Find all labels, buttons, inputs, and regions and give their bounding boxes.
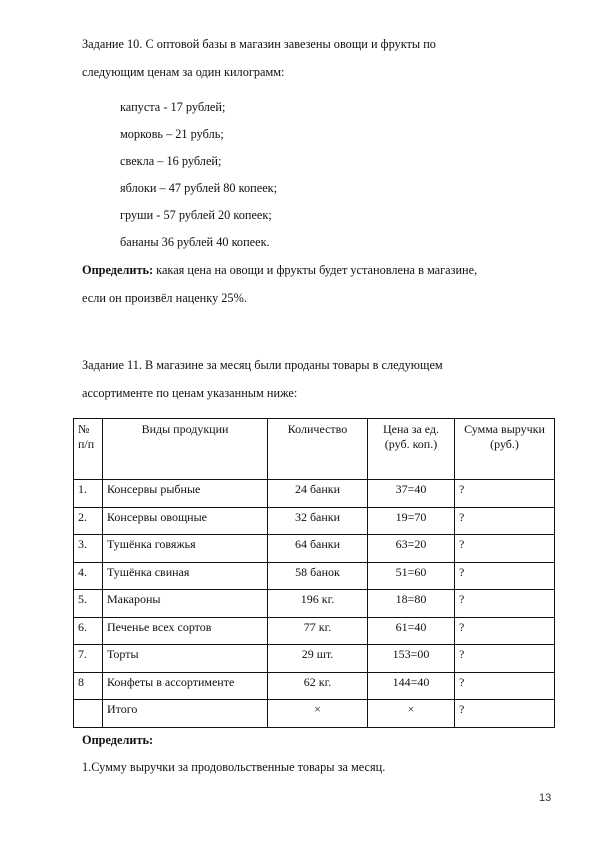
cell-product: Макароны bbox=[103, 590, 268, 618]
cell-price: 153=00 bbox=[368, 645, 455, 673]
table-header-row bbox=[74, 419, 555, 480]
cell-quantity: 196 кг. bbox=[268, 590, 368, 618]
header-product: Виды продукции bbox=[103, 419, 268, 480]
cell-product: Тушёнка говяжья bbox=[103, 535, 268, 563]
task10-define-line1 bbox=[82, 263, 477, 277]
task11-intro-line2: ассортименте по ценам указанным ниже: bbox=[82, 386, 298, 400]
table-row bbox=[74, 507, 555, 535]
cell-price: 18=80 bbox=[368, 590, 455, 618]
cell-sum: ? bbox=[455, 507, 555, 535]
cell-price: 19=70 bbox=[368, 507, 455, 535]
cell-quantity: 29 шт. bbox=[268, 645, 368, 673]
task10-item-carrot: морковь – 21 рубль; bbox=[120, 127, 224, 141]
header-num: № п/п bbox=[74, 419, 103, 480]
cell-price: 63=20 bbox=[368, 535, 455, 563]
cell-quantity: 24 банки bbox=[268, 480, 368, 508]
cell-sum: ? bbox=[455, 562, 555, 590]
page-number: 13 bbox=[539, 792, 552, 804]
cell-price-cross: × bbox=[368, 700, 455, 728]
table-row bbox=[74, 535, 555, 563]
cell-num: 8 bbox=[74, 672, 103, 700]
task11-question-1: 1.Сумму выручки за продовольственные товары за месяц. bbox=[82, 760, 386, 774]
task10-intro-line1 bbox=[82, 37, 436, 51]
cell-num: 2. bbox=[74, 507, 103, 535]
task10-item-apples: яблоки – 47 рублей 80 копеек; bbox=[120, 181, 278, 195]
task10-define-line2: если он произвёл наценку 25%. bbox=[82, 291, 247, 305]
cell-price: 37=40 bbox=[368, 480, 455, 508]
table-row bbox=[74, 645, 555, 673]
cell-product: Торты bbox=[103, 645, 268, 673]
cell-sum: ? bbox=[455, 590, 555, 618]
task10-item-bananas: бананы 36 рублей 40 копеек. bbox=[120, 235, 270, 249]
task10-intro-line2: следующим ценам за один килограмм: bbox=[82, 65, 285, 79]
task10-define-text: какая цена на овощи и фрукты будет установлена в магазине, bbox=[153, 263, 478, 277]
table-row bbox=[74, 480, 555, 508]
cell-price: 144=40 bbox=[368, 672, 455, 700]
header-price: Цена за ед. (руб. коп.) bbox=[368, 419, 455, 480]
cell-num: 1. bbox=[74, 480, 103, 508]
cell-sum: ? bbox=[455, 645, 555, 673]
header-quantity: Количество bbox=[268, 419, 368, 480]
cell-sum: ? bbox=[455, 535, 555, 563]
cell-quantity: 32 банки bbox=[268, 507, 368, 535]
cell-num bbox=[74, 700, 103, 728]
cell-num: 3. bbox=[74, 535, 103, 563]
cell-quantity: 64 банки bbox=[268, 535, 368, 563]
table-row bbox=[74, 617, 555, 645]
cell-num: 5. bbox=[74, 590, 103, 618]
header-sum: Сумма выручки (руб.) bbox=[455, 419, 555, 480]
task10-title: Задание 10. bbox=[82, 37, 143, 51]
cell-quantity-cross: × bbox=[268, 700, 368, 728]
cell-product: Конфеты в ассортименте bbox=[103, 672, 268, 700]
cell-quantity: 62 кг. bbox=[268, 672, 368, 700]
task10-define-label: Определить: bbox=[82, 263, 154, 277]
cell-sum: ? bbox=[455, 617, 555, 645]
cell-quantity: 77 кг. bbox=[268, 617, 368, 645]
cell-product: Печенье всех сортов bbox=[103, 617, 268, 645]
cell-sum: ? bbox=[455, 672, 555, 700]
table-row bbox=[74, 672, 555, 700]
task11-title: Задание 11. bbox=[82, 358, 142, 372]
cell-total-sum: ? bbox=[455, 700, 555, 728]
cell-total-label: Итого bbox=[103, 700, 268, 728]
task11-intro-line1 bbox=[82, 358, 443, 372]
table-row bbox=[74, 590, 555, 618]
task10-item-beet: свекла – 16 рублей; bbox=[120, 154, 222, 168]
table-row bbox=[74, 562, 555, 590]
cell-product: Тушёнка свиная bbox=[103, 562, 268, 590]
task11-define-label: Определить: bbox=[82, 733, 154, 747]
task10-intro-text: С оптовой базы в магазин завезены овощи и фрукты по bbox=[142, 37, 436, 51]
cell-product: Консервы рыбные bbox=[103, 480, 268, 508]
cell-num: 4. bbox=[74, 562, 103, 590]
cell-price: 61=40 bbox=[368, 617, 455, 645]
cell-product: Консервы овощные bbox=[103, 507, 268, 535]
cell-num: 7. bbox=[74, 645, 103, 673]
cell-quantity: 58 банок bbox=[268, 562, 368, 590]
task11-intro-text: В магазине за месяц были проданы товары в следующем bbox=[141, 358, 443, 372]
task10-item-pears: груши - 57 рублей 20 копеек; bbox=[120, 208, 272, 222]
sales-table bbox=[73, 418, 555, 728]
table-total-row bbox=[74, 700, 555, 728]
cell-sum: ? bbox=[455, 480, 555, 508]
cell-price: 51=60 bbox=[368, 562, 455, 590]
cell-num: 6. bbox=[74, 617, 103, 645]
task10-item-cabbage: капуста - 17 рублей; bbox=[120, 100, 226, 114]
